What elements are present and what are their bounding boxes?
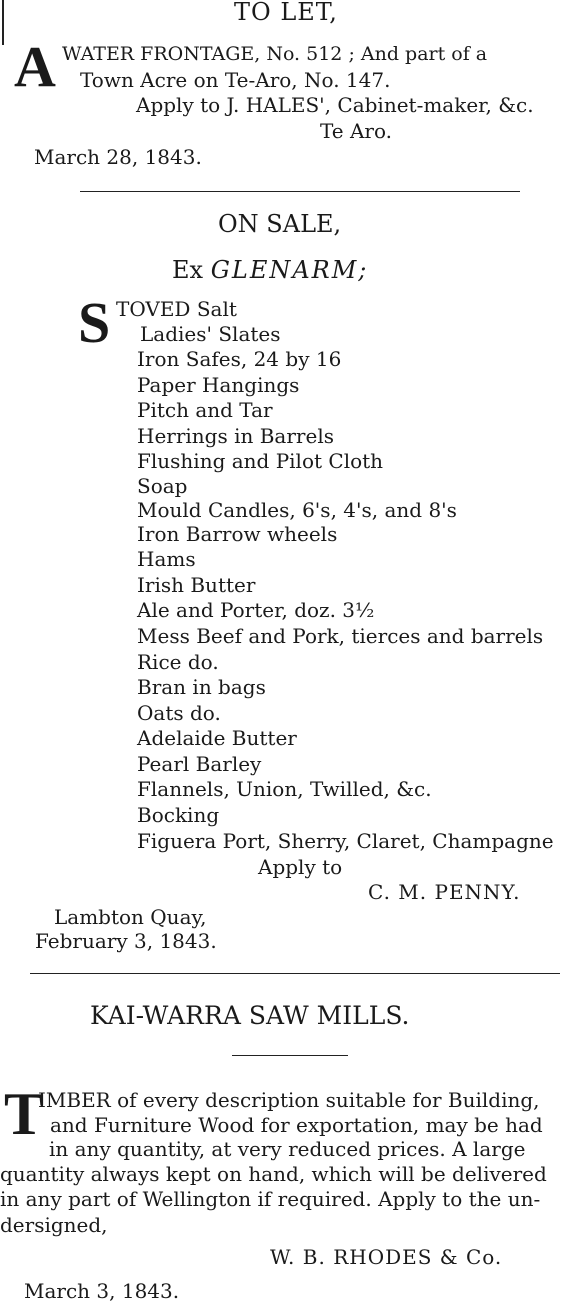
- to-let-drop-cap: A: [14, 34, 56, 99]
- item-iron-safes: Iron Safes, 24 by 16: [137, 347, 342, 371]
- saw-mills-line-4: quantity always kept on hand, which will be delivered: [0, 1162, 547, 1186]
- heading-underline-rule: [232, 1055, 348, 1056]
- item-pitch-tar: Pitch and Tar: [137, 398, 273, 422]
- ship-prefix: Ex: [172, 256, 204, 284]
- item-rice: Rice do.: [137, 650, 219, 674]
- item-flannels: Flannels, Union, Twilled, &c.: [137, 777, 432, 801]
- saw-mills-line-3: in any quantity, at very reduced prices. A large: [49, 1137, 526, 1161]
- item-first: TOVED Salt: [116, 297, 237, 321]
- to-let-line-4: Te Aro.: [320, 119, 393, 143]
- saw-mills-heading: KAI-WARRA SAW MILLS.: [90, 1001, 410, 1030]
- on-sale-date: February 3, 1843.: [35, 929, 217, 953]
- saw-mills-line-2: and Furniture Wood for exportation, may be had: [50, 1113, 543, 1137]
- item-iron-barrow-wheels: Iron Barrow wheels: [137, 522, 338, 546]
- item-irish-butter: Irish Butter: [137, 573, 256, 597]
- on-sale-heading: ON SALE,: [218, 210, 342, 238]
- item-soap: Soap: [137, 474, 188, 498]
- separator-rule-2: [30, 973, 560, 974]
- saw-mills-line-1: IMBER of every description suitable for Building,: [38, 1088, 540, 1112]
- saw-mills-drop-cap: T: [4, 1081, 45, 1147]
- item-paper-hangings: Paper Hangings: [137, 373, 300, 397]
- to-let-line-3: Apply to J. HALES', Cabinet-maker, &c.: [136, 93, 534, 117]
- to-let-date: March 28, 1843.: [34, 145, 202, 169]
- item-mess-beef-pork: Mess Beef and Pork, tierces and barrels: [137, 624, 544, 648]
- ship-name: GLENARM;: [210, 256, 369, 284]
- on-sale-signature: C. M. PENNY.: [368, 880, 521, 904]
- item-mould-candles: Mould Candles, 6's, 4's, and 8's: [137, 498, 457, 522]
- item-flushing-cloth: Flushing and Pilot Cloth: [137, 449, 384, 473]
- to-let-heading: TO LET,: [234, 0, 338, 26]
- ship-line: [172, 258, 368, 282]
- saw-mills-signature: W. B. RHODES & Co.: [270, 1245, 503, 1269]
- item-wines: Figuera Port, Sherry, Claret, Champagne: [137, 829, 554, 853]
- item-bocking: Bocking: [137, 803, 220, 827]
- column-edge-line: [2, 0, 4, 45]
- item-herrings: Herrings in Barrels: [137, 424, 334, 448]
- saw-mills-line-6: dersigned,: [0, 1213, 108, 1237]
- to-let-line-2: Town Acre on Te-Aro, No. 147.: [80, 68, 391, 92]
- item-oats: Oats do.: [137, 701, 221, 725]
- item-hams: Hams: [137, 547, 196, 571]
- item-adelaide-butter: Adelaide Butter: [137, 726, 297, 750]
- item-ale-porter: Ale and Porter, doz. 3½: [137, 598, 375, 622]
- on-sale-place: Lambton Quay,: [54, 905, 207, 929]
- item-ladies-slates: Ladies' Slates: [140, 322, 281, 346]
- to-let-line-1: WATER FRONTAGE, No. 512 ; And part of a: [62, 43, 488, 65]
- saw-mills-line-5: in any part of Wellington if required. Apply to the un-: [0, 1187, 541, 1211]
- item-bran: Bran in bags: [137, 675, 266, 699]
- separator-rule-1: [80, 191, 520, 192]
- item-pearl-barley: Pearl Barley: [137, 752, 262, 776]
- on-sale-drop-cap: S: [78, 290, 111, 355]
- apply-to-label: Apply to: [258, 855, 343, 879]
- saw-mills-date: March 3, 1843.: [24, 1279, 180, 1303]
